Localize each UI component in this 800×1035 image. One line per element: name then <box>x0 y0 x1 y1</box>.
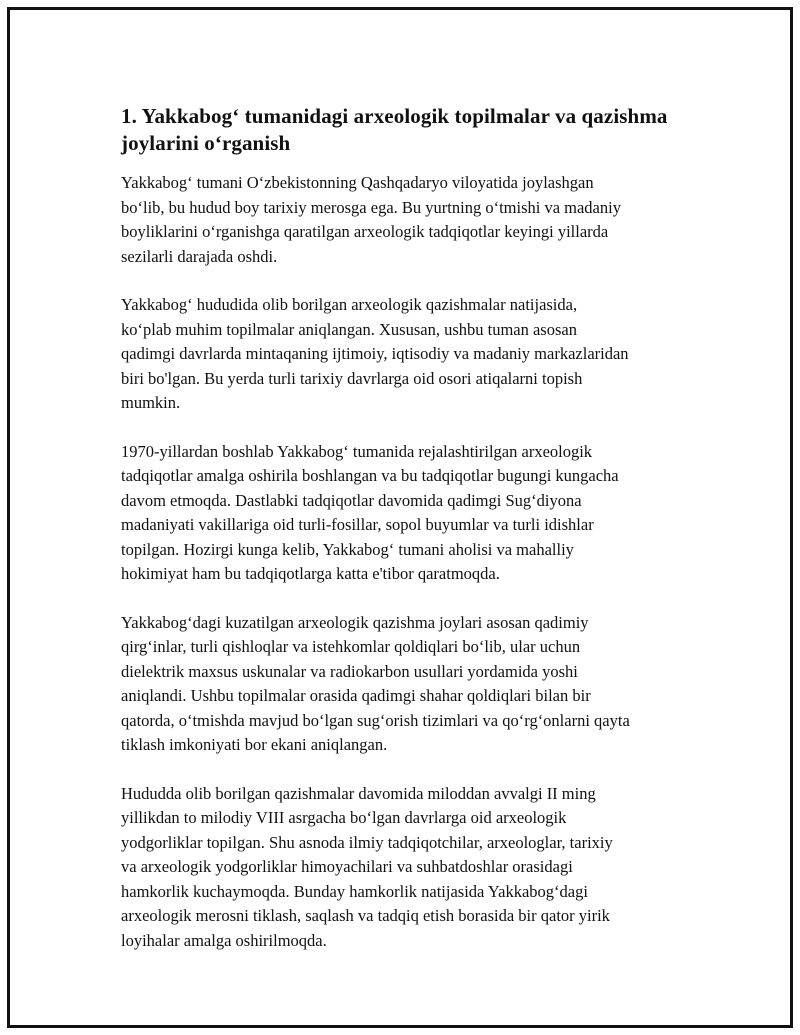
paragraph-1: Yakkabog‘ tumani O‘zbekistonning Qashqadaryo viloyatida joylashgan bo‘lib, bu hudud boy tarixiy merosga ega. Bu yurtning o‘tmishi va madaniy boyliklarini o‘rganishga qaratilgan arxeologik tadqiqotlar keyingi yillarda sezilarli darajada oshdi. <box>121 173 621 266</box>
paragraph-4: Yakkabog‘dagi kuzatilgan arxeologik qazishma joylari asosan qadimiy qirg‘inlar, turli qishloqlar va istehkomlar qoldiqlari bo‘lib, ular uchun dielektrik maxsus uskunalar va radiokarbon usullari yordamida yoshi aniqlandi. Ushbu topilmalar orasida qadimgi shahar qoldiqlari bilan bir qatorda, o‘tmishda mavjud bo‘lgan sug‘orish tizimlari va qo‘rg‘onlarni qayta tiklash imkoniyati bor ekani aniqlangan. <box>121 612 630 754</box>
page-frame <box>7 7 793 1028</box>
document-body <box>121 103 706 953</box>
paragraph-5: Hududda olib borilgan qazishmalar davomida miloddan avvalgi II ming yillikdan to milodiy VIII asrgacha bo‘lgan davrlarga oid arxeologik yodgorliklar topilgan. Shu asnoda ilmiy tadqiqotchilar, arxeologlar, tarixiy va arxeologik yodgorliklar himoyachilari va suhbatdoshlar orasidagi hamkorlik kuchaymoqda. Bunday hamkorlik natijasida Yakkabog‘dagi arxeologik merosni tiklash, saqlash va tadqiq etish borasida bir qator yirik loyihalar amalga oshirilmoqda. <box>121 783 613 950</box>
document-title: 1. Yakkabog‘ tumanidagi arxeologik topilmalar va qazishma joylarini o‘rganish <box>121 104 668 155</box>
paragraph-2: Yakkabog‘ hududida olib borilgan arxeologik qazishmalar natijasida, ko‘plab muhim topilmalar aniqlangan. Xususan, ushbu tuman asosan qadimgi davrlarda mintaqaning ijtimoiy, iqtisodiy va madaniy markazlaridan biri bo'lgan. Bu yerda turli tarixiy davrlarga oid osori atiqalarni topish mumkin. <box>121 295 629 412</box>
paragraph-3: 1970-yillardan boshlab Yakkabog‘ tumanida rejalashtirilgan arxeologik tadqiqotlar amalga oshirila boshlangan va bu tadqiqotlar bugungi kungacha davom etmoqda. Dastlabki tadqiqotlar davomida qadimgi Sug‘diyona madaniyati vakillariga oid turli-fosillar, sopol buyumlar va turli idishlar topilgan. Hozirgi kunga kelib, Yakkabog‘ tumani aholisi va mahalliy hokimiyat ham bu tadqiqotlarga katta e'tibor qaratmoqda. <box>121 441 619 583</box>
